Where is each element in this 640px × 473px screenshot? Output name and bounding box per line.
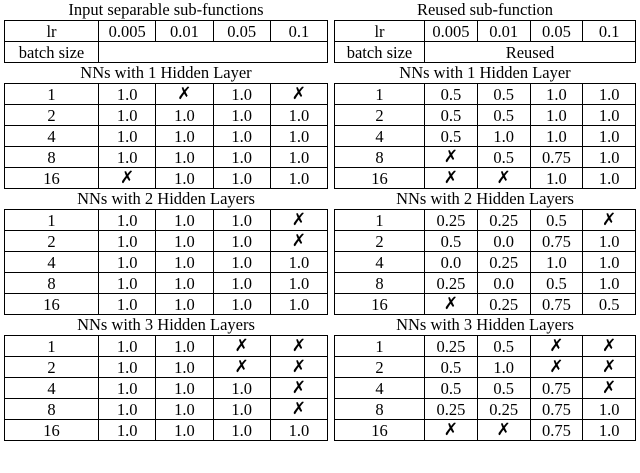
batch-size-cell: 2 bbox=[5, 357, 99, 378]
group-title: NNs with 2 Hidden Layers bbox=[77, 189, 255, 208]
lr-value: 0.1 bbox=[270, 21, 327, 42]
batch-size-cell: 8 bbox=[335, 399, 425, 420]
batch-size-cell: 4 bbox=[5, 252, 99, 273]
table-row bbox=[335, 357, 636, 378]
table-row bbox=[5, 294, 328, 315]
result-cell: 1.0 bbox=[156, 294, 213, 315]
result-cell: 1.0 bbox=[99, 105, 156, 126]
group-title: NNs with 1 Hidden Layer bbox=[399, 63, 571, 82]
result-cell: ✗ bbox=[213, 357, 270, 378]
table-row bbox=[335, 84, 636, 105]
result-cell: 1.0 bbox=[99, 231, 156, 252]
batch-size-cell: 16 bbox=[335, 168, 425, 189]
table-row bbox=[335, 378, 636, 399]
table-row bbox=[5, 105, 328, 126]
results-table bbox=[4, 335, 328, 441]
result-cell: ✗ bbox=[270, 336, 327, 357]
table-row bbox=[335, 336, 636, 357]
group-3-hidden bbox=[332, 315, 640, 441]
result-cell: ✗ bbox=[477, 168, 530, 189]
table-row bbox=[5, 252, 328, 273]
result-cell: 1.0 bbox=[99, 126, 156, 147]
result-cell: 1.0 bbox=[270, 168, 327, 189]
result-cell: 1.0 bbox=[583, 273, 636, 294]
batch-size-label: batch size bbox=[335, 42, 425, 63]
result-cell: 0.75 bbox=[530, 399, 583, 420]
table-row bbox=[5, 231, 328, 252]
lr-value: 0.05 bbox=[530, 21, 583, 42]
result-cell: 1.0 bbox=[213, 252, 270, 273]
result-cell: 0.5 bbox=[477, 147, 530, 168]
result-cell: 1.0 bbox=[213, 126, 270, 147]
result-cell: 1.0 bbox=[270, 420, 327, 441]
result-cell: 0.25 bbox=[477, 399, 530, 420]
result-cell: ✗ bbox=[530, 357, 583, 378]
result-cell: 0.5 bbox=[425, 378, 478, 399]
result-cell: 0.25 bbox=[477, 210, 530, 231]
result-cell: 0.5 bbox=[530, 210, 583, 231]
result-cell: ✗ bbox=[99, 168, 156, 189]
table-row bbox=[335, 231, 636, 252]
result-cell: 1.0 bbox=[477, 126, 530, 147]
table-row bbox=[5, 147, 328, 168]
result-cell: 1.0 bbox=[156, 210, 213, 231]
batch-size-cell: 1 bbox=[335, 336, 425, 357]
batch-size-cell: 16 bbox=[335, 294, 425, 315]
result-cell: 0.5 bbox=[425, 357, 478, 378]
result-cell: 1.0 bbox=[156, 147, 213, 168]
result-cell: ✗ bbox=[477, 420, 530, 441]
table-row bbox=[335, 168, 636, 189]
result-cell: ✗ bbox=[156, 84, 213, 105]
result-cell: ✗ bbox=[425, 420, 478, 441]
lr-value: 0.01 bbox=[156, 21, 213, 42]
table-row bbox=[5, 168, 328, 189]
result-cell: 1.0 bbox=[530, 168, 583, 189]
batch-size-cell: 4 bbox=[335, 378, 425, 399]
result-cell: 1.0 bbox=[270, 273, 327, 294]
result-cell: 1.0 bbox=[583, 252, 636, 273]
reused-subfunction-panel bbox=[332, 0, 640, 441]
result-cell: 1.0 bbox=[99, 420, 156, 441]
result-cell: 0.25 bbox=[425, 273, 478, 294]
result-cell: 1.0 bbox=[213, 273, 270, 294]
result-cell: 1.0 bbox=[156, 168, 213, 189]
table-row bbox=[5, 357, 328, 378]
result-cell: 1.0 bbox=[99, 210, 156, 231]
result-cell: 1.0 bbox=[156, 252, 213, 273]
table-row bbox=[5, 336, 328, 357]
result-cell: 0.25 bbox=[477, 294, 530, 315]
result-cell: 1.0 bbox=[99, 294, 156, 315]
lr-value: 0.005 bbox=[99, 21, 156, 42]
table-row bbox=[5, 273, 328, 294]
result-cell: 1.0 bbox=[270, 126, 327, 147]
result-cell: ✗ bbox=[530, 336, 583, 357]
result-cell: 1.0 bbox=[99, 84, 156, 105]
result-cell: 0.75 bbox=[530, 378, 583, 399]
lr-value: 0.05 bbox=[213, 21, 270, 42]
group-title: NNs with 3 Hidden Layers bbox=[396, 315, 574, 334]
batch-size-cell: 1 bbox=[5, 84, 99, 105]
lr-value: 0.01 bbox=[477, 21, 530, 42]
result-cell: 1.0 bbox=[156, 357, 213, 378]
result-cell: 0.5 bbox=[477, 105, 530, 126]
batch-size-cell: 1 bbox=[5, 210, 99, 231]
result-cell: 1.0 bbox=[213, 231, 270, 252]
input-separable-panel bbox=[0, 0, 330, 441]
group-1-hidden bbox=[332, 63, 640, 189]
result-cell: 1.0 bbox=[583, 84, 636, 105]
result-cell: 0.5 bbox=[530, 273, 583, 294]
result-cell: ✗ bbox=[425, 147, 478, 168]
batch-size-cell: 16 bbox=[5, 168, 99, 189]
batch-size-cell: 2 bbox=[335, 231, 425, 252]
result-cell: 0.75 bbox=[530, 420, 583, 441]
result-cell: 0.5 bbox=[477, 378, 530, 399]
result-cell: 1.0 bbox=[213, 294, 270, 315]
result-cell: 1.0 bbox=[99, 399, 156, 420]
batch-size-cell: 4 bbox=[5, 378, 99, 399]
result-cell: 1.0 bbox=[99, 147, 156, 168]
result-cell: 1.0 bbox=[583, 399, 636, 420]
table-row bbox=[5, 399, 328, 420]
result-cell: 0.5 bbox=[583, 294, 636, 315]
result-cell: 0.5 bbox=[477, 336, 530, 357]
result-cell: 1.0 bbox=[156, 126, 213, 147]
result-cell: ✗ bbox=[583, 336, 636, 357]
table-row bbox=[335, 273, 636, 294]
results-table bbox=[334, 83, 636, 189]
lr-value: 0.1 bbox=[583, 21, 636, 42]
table-row bbox=[335, 252, 636, 273]
result-cell: ✗ bbox=[270, 357, 327, 378]
batch-size-cell: 2 bbox=[335, 105, 425, 126]
batch-size-cell: 1 bbox=[335, 210, 425, 231]
result-cell: ✗ bbox=[425, 168, 478, 189]
table-row bbox=[5, 126, 328, 147]
batch-size-cell: 16 bbox=[5, 294, 99, 315]
result-cell: ✗ bbox=[425, 294, 478, 315]
table-row bbox=[335, 105, 636, 126]
result-cell: 1.0 bbox=[583, 126, 636, 147]
result-cell: 1.0 bbox=[213, 147, 270, 168]
result-cell: 1.0 bbox=[156, 105, 213, 126]
result-cell: 1.0 bbox=[213, 105, 270, 126]
result-cell: 1.0 bbox=[99, 252, 156, 273]
lr-label: lr bbox=[5, 21, 99, 42]
batch-size-cell: 8 bbox=[5, 147, 99, 168]
result-cell: 1.0 bbox=[99, 357, 156, 378]
result-cell: 0.75 bbox=[530, 294, 583, 315]
panel-title: Reused sub-function bbox=[416, 0, 554, 19]
results-table bbox=[334, 335, 636, 441]
result-cell: 0.25 bbox=[477, 252, 530, 273]
result-cell: 0.5 bbox=[425, 105, 478, 126]
result-cell: 0.0 bbox=[477, 273, 530, 294]
result-cell: 0.25 bbox=[425, 336, 478, 357]
result-cell: 1.0 bbox=[583, 231, 636, 252]
group-title: NNs with 3 Hidden Layers bbox=[77, 315, 255, 334]
batch-size-cell: 16 bbox=[5, 420, 99, 441]
result-cell: 0.75 bbox=[530, 147, 583, 168]
result-cell: 1.0 bbox=[270, 252, 327, 273]
result-cell: ✗ bbox=[583, 357, 636, 378]
results-table bbox=[334, 209, 636, 315]
result-cell: ✗ bbox=[583, 210, 636, 231]
table-row bbox=[335, 126, 636, 147]
result-cell: 0.5 bbox=[425, 126, 478, 147]
result-cell: ✗ bbox=[270, 399, 327, 420]
result-cell: ✗ bbox=[270, 378, 327, 399]
batch-size-label: batch size bbox=[5, 42, 99, 63]
result-cell: 1.0 bbox=[156, 378, 213, 399]
result-cell: 1.0 bbox=[213, 168, 270, 189]
result-cell: 1.0 bbox=[99, 378, 156, 399]
batch-size-cell: 4 bbox=[5, 126, 99, 147]
table-row bbox=[335, 420, 636, 441]
result-cell: 0.25 bbox=[425, 399, 478, 420]
result-cell: 0.0 bbox=[477, 231, 530, 252]
batch-size-cell: 2 bbox=[335, 357, 425, 378]
panel-title: Input separable sub-functions bbox=[68, 0, 264, 19]
result-cell: 1.0 bbox=[213, 378, 270, 399]
batch-size-cell: 4 bbox=[335, 252, 425, 273]
table-row bbox=[335, 399, 636, 420]
batch-size-cell: 4 bbox=[335, 126, 425, 147]
result-cell: 1.0 bbox=[213, 210, 270, 231]
table-row bbox=[5, 84, 328, 105]
result-cell: 1.0 bbox=[213, 399, 270, 420]
batch-size-cell: 16 bbox=[335, 420, 425, 441]
result-cell: ✗ bbox=[270, 84, 327, 105]
result-cell: 1.0 bbox=[530, 126, 583, 147]
result-cell: 0.5 bbox=[425, 231, 478, 252]
result-cell: 1.0 bbox=[156, 336, 213, 357]
result-cell: 1.0 bbox=[156, 273, 213, 294]
batch-size-value: Reused bbox=[425, 42, 636, 63]
result-cell: 1.0 bbox=[530, 84, 583, 105]
group-title: NNs with 1 Hidden Layer bbox=[80, 63, 252, 82]
result-cell: 1.0 bbox=[99, 336, 156, 357]
lr-header-table bbox=[334, 20, 636, 63]
batch-size-cell: 1 bbox=[335, 84, 425, 105]
batch-size-value bbox=[99, 42, 328, 63]
table-row bbox=[5, 420, 328, 441]
result-cell: 1.0 bbox=[213, 84, 270, 105]
result-cell: 1.0 bbox=[530, 252, 583, 273]
batch-size-cell: 1 bbox=[5, 336, 99, 357]
batch-size-cell: 8 bbox=[335, 147, 425, 168]
result-cell: 1.0 bbox=[583, 168, 636, 189]
results-table bbox=[4, 83, 328, 189]
table-row bbox=[335, 294, 636, 315]
result-cell: 1.0 bbox=[583, 147, 636, 168]
batch-size-cell: 8 bbox=[5, 273, 99, 294]
batch-size-cell: 8 bbox=[5, 399, 99, 420]
lr-header-table bbox=[4, 20, 328, 63]
result-cell: 1.0 bbox=[99, 273, 156, 294]
table-row bbox=[5, 210, 328, 231]
result-cell: 0.5 bbox=[477, 84, 530, 105]
group-2-hidden bbox=[332, 189, 640, 315]
result-cell: 1.0 bbox=[477, 357, 530, 378]
table-row bbox=[335, 210, 636, 231]
lr-label: lr bbox=[335, 21, 425, 42]
result-cell: 0.5 bbox=[425, 84, 478, 105]
result-cell: ✗ bbox=[583, 378, 636, 399]
result-cell: 1.0 bbox=[530, 105, 583, 126]
batch-size-cell: 8 bbox=[335, 273, 425, 294]
result-cell: 0.0 bbox=[425, 252, 478, 273]
result-cell: 0.75 bbox=[530, 231, 583, 252]
result-cell: 1.0 bbox=[270, 105, 327, 126]
lr-value: 0.005 bbox=[425, 21, 478, 42]
result-cell: ✗ bbox=[213, 336, 270, 357]
result-cell: 1.0 bbox=[583, 105, 636, 126]
result-cell: 1.0 bbox=[213, 420, 270, 441]
result-cell: 1.0 bbox=[270, 294, 327, 315]
group-1-hidden bbox=[0, 63, 330, 189]
result-cell: 1.0 bbox=[270, 147, 327, 168]
batch-size-cell: 2 bbox=[5, 231, 99, 252]
result-cell: ✗ bbox=[270, 231, 327, 252]
result-cell: 1.0 bbox=[583, 420, 636, 441]
results-table bbox=[4, 209, 328, 315]
group-title: NNs with 2 Hidden Layers bbox=[396, 189, 574, 208]
table-row bbox=[5, 378, 328, 399]
group-2-hidden bbox=[0, 189, 330, 315]
batch-size-cell: 2 bbox=[5, 105, 99, 126]
result-cell: 1.0 bbox=[156, 231, 213, 252]
result-cell: 1.0 bbox=[156, 399, 213, 420]
group-3-hidden bbox=[0, 315, 330, 441]
result-cell: 1.0 bbox=[156, 420, 213, 441]
result-cell: 0.25 bbox=[425, 210, 478, 231]
result-cell: ✗ bbox=[270, 210, 327, 231]
table-row bbox=[335, 147, 636, 168]
